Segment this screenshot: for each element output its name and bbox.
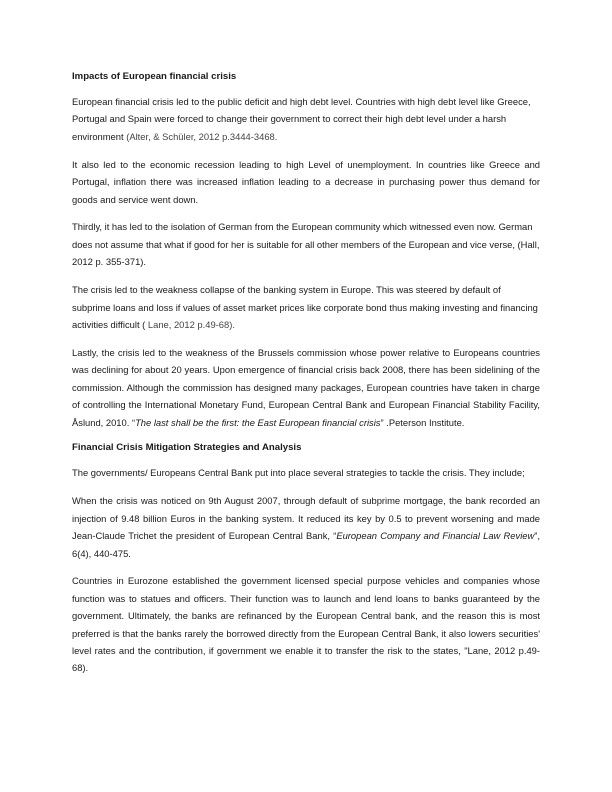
paragraph-text: When the crisis was noticed on 9th August 2007, through default of subprime mortgage, the bank recorded an injection of 9.48 billion Euros in the banking system. It reduced its key by 0.5 to prevent worsening and made Jean-Claude Trichet the president of European Central Bank, “ xyxy=(72,495,540,542)
paragraph-injection xyxy=(72,492,540,562)
citation: (Alter, & Schüler, 2012 p.3444-3468. xyxy=(126,130,278,142)
citation-title: European Company and Financial Law Review xyxy=(336,530,535,542)
paragraph-tail: ” .Peterson Institute. xyxy=(380,416,465,428)
paragraph-strategies-intro: The governments/ Europeans Central Bank put into place several strategies to tackle the crisis. They include; xyxy=(72,467,525,479)
paragraph-text: Lastly, the crisis led to the weakness of the Brussels commission whose power relative to Europeans countries was declining for about 20 years. Upon emergence of financial crisis back 2008, there has been sidelining of the commission. Although the commission has designed many packages, European countries have taken in charge of controlling the International Monetary Fund, European Central Bank and European Financial Stability Facility, Åslund, 2010. “ xyxy=(72,346,540,428)
paragraph-recession: It also led to the economic recession leading to high Level of unemployment. In countries like Greece and Portugal, inflation there was increased inflation leading to a decrease in purchasing power thus demand for goods and service went down. xyxy=(72,158,540,205)
paragraph-tail: ”, 6(4), 440-475. xyxy=(72,530,540,559)
paragraph-brussels-commission xyxy=(72,344,540,431)
paragraph-text: European financial crisis led to the public deficit and high debt level. Countries with high debt level like Greece, Portugal and Spain were forced to change their government to correct their high debt level under a harsh environment xyxy=(72,96,531,142)
section-heading-mitigation: Financial Crisis Mitigation Strategies and Analysis xyxy=(72,442,302,454)
paragraph-banking-collapse xyxy=(72,281,540,333)
paragraph-public-deficit xyxy=(72,93,540,145)
paragraph-eurozone-vehicles: Countries in Eurozone established the government licensed special purpose vehicles and companies whose function was to statues and officers. Their function was to launch and lend loans to banks guaranteed by the government. Ultimately, the banks are refinanced by the European Central bank, and the reason this is most preferred is that the banks rarely the borrowed directly from the European Central Bank, it also lowers securities' level rates and the contribution, if government we enable it to transfer the risk to the states, "Lane, 2012 p.49-68). xyxy=(72,575,540,674)
paragraph-text: The crisis led to the weakness collapse of the banking system in Europe. This was steered by default of subprime loans and loss if values of asset market prices like corporate bond thus making investing and financing activities difficult ( xyxy=(72,284,538,330)
citation-title: The last shall be the first: the East European financial crisis xyxy=(135,416,381,428)
section-heading-impacts: Impacts of European financial crisis xyxy=(72,71,237,82)
paragraph-isolation-german: Thirdly, it has led to the isolation of German from the European community which witnessed even now. German does not assume that what if good for her is suitable for all other members of the European and vice verse, (Hall, 2012 p. 355-371). xyxy=(72,221,540,268)
citation: Lane, 2012 p.49-68). xyxy=(147,318,235,330)
